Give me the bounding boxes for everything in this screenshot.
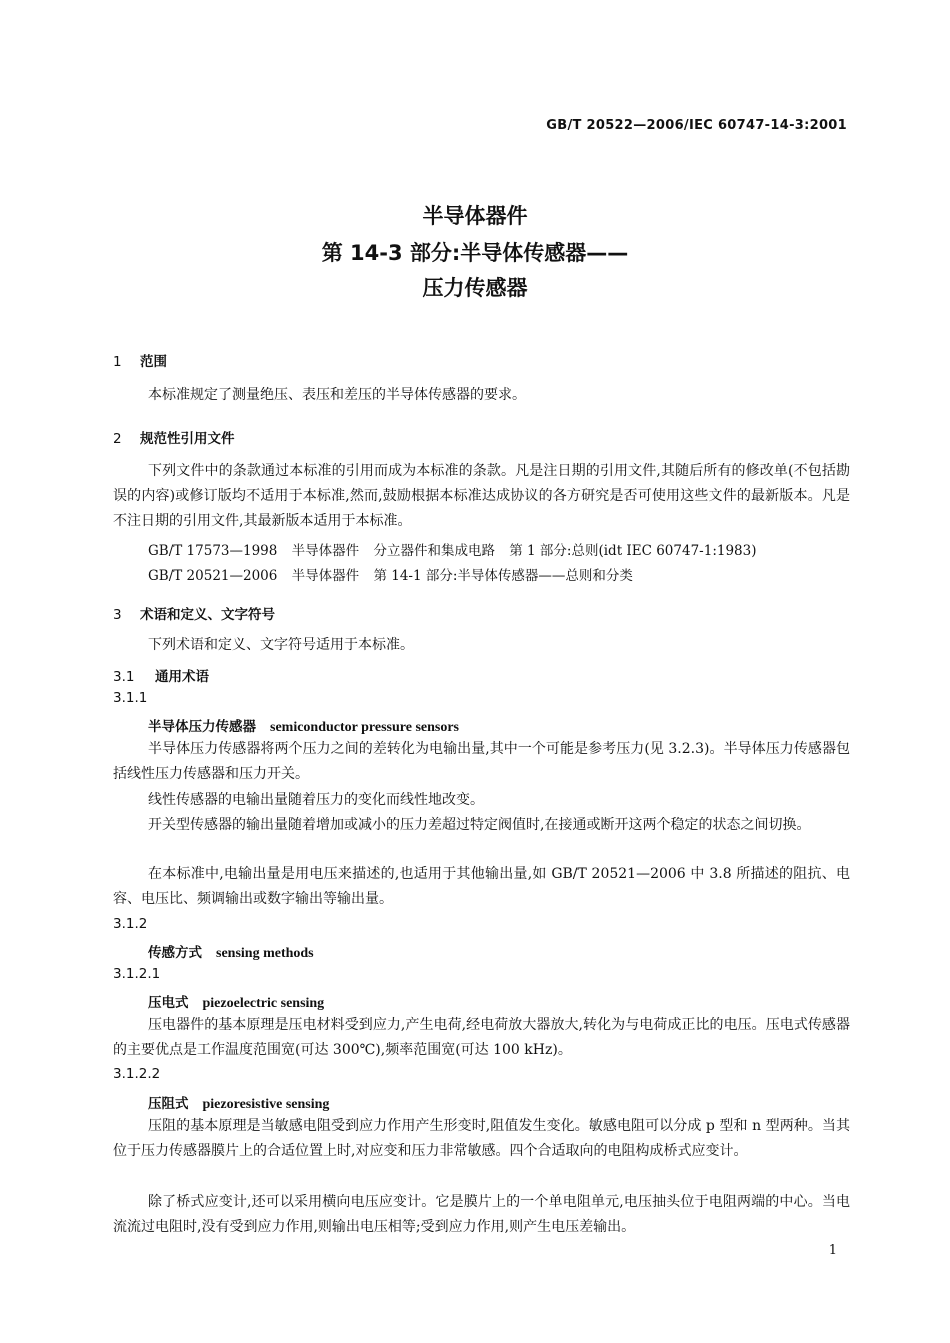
section-1-title: 范围 <box>140 354 167 370</box>
term-zh: 半导体压力传感器 <box>148 719 256 735</box>
term-zh: 压阻式 <box>148 1096 189 1112</box>
term-en: piezoresistive sensing <box>202 1097 330 1112</box>
reference-2-desc: 第 14-1 部分:半导体传感器——总则和分类 <box>373 568 633 584</box>
reference-2-code: GB/T 20521—2006 <box>148 568 278 584</box>
section-3-1-title: 通用术语 <box>155 669 209 685</box>
standard-code: GB/T 20522—2006/IEC 60747-14-3:2001 <box>546 118 847 133</box>
reference-1-part: 第 1 部分:总则(idt IEC 60747-1:1983) <box>509 543 757 559</box>
definition-paragraph-1: 半导体压力传感器将两个压力之间的差转化为电输出量,其中一个可能是参考压力(见 3.2.3)。半导体压力传感器包括线性压力传感器和压力开关。 <box>113 741 850 782</box>
section-3-paragraph: 下列术语和定义、文字符号适用于本标准。 <box>148 637 414 653</box>
term-en: semiconductor pressure sensors <box>270 720 459 735</box>
section-2-paragraph: 下列文件中的条款通过本标准的引用而成为本标准的条款。凡是注日期的引用文件,其随后所有的修改单(不包括勘误的内容)或修订版均不适用于本标准,然而,鼓励根据本标准达成协议的各方研究是否可使用这些文件的最新版本。凡是不注日期的引用文件,其最新版本适用于本标准。 <box>113 463 850 529</box>
section-2-title: 规范性引用文件 <box>140 431 235 447</box>
term-en: piezoelectric sensing <box>202 996 325 1011</box>
title-line-1: 半导体器件 <box>422 204 528 228</box>
term-zh: 压电式 <box>148 995 189 1011</box>
section-3-1-number: 3.1 <box>113 669 135 685</box>
definition-paragraph-3: 开关型传感器的输出量随着增加或减小的压力差超过特定阀值时,在接通或断开这两个稳定的状态之间切换。 <box>148 817 811 833</box>
piezoresistive-paragraph-1: 压阻的基本原理是当敏感电阻受到应力作用产生形变时,阻值发生变化。敏感电阻可以分成 p 型和 n 型两种。当其位于压力传感器膜片上的合适位置上时,对应变和压力非常敏感。四个合适取向的电阻构成桥式应变计。 <box>113 1118 850 1159</box>
section-3-title: 术语和定义、文字符号 <box>140 607 275 623</box>
title-line-2: 第 14-3 部分:半导体传感器—— <box>321 241 629 265</box>
section-2-heading <box>113 427 235 447</box>
section-3-1-heading <box>113 665 209 685</box>
piezoelectric-paragraph: 压电器件的基本原理是压电材料受到应力,产生电荷,经电荷放大器放大,转化为与电荷成正比的电压。压电式传感器的主要优点是工作温度范围宽(可达 300℃),频率范围宽(可达 100 kHz)。 <box>113 1017 850 1058</box>
title-line-3: 压力传感器 <box>422 276 528 300</box>
section-3-1-2-number: 3.1.2 <box>113 916 148 932</box>
term-piezoresistive-sensing <box>148 1092 329 1113</box>
term-sensing-methods <box>148 941 314 962</box>
definition-paragraph-4: 在本标准中,电输出量是用电压来描述的,也适用于其他输出量,如 GB/T 20521—2006 中 3.8 所描述的阻抗、电容、电压比、频调输出或数字输出等输出量。 <box>113 866 850 907</box>
piezoresistive-paragraph-2: 除了桥式应变计,还可以采用横向电压应变计。它是膜片上的一个单电阻单元,电压抽头位于电阻两端的中心。当电流流过电阻时,没有受到应力作用,则输出电压相等;受到应力作用,则产生电压差输出。 <box>113 1194 850 1235</box>
reference-1-desc: 分立器件和集成电路 <box>373 543 495 559</box>
term-semiconductor-pressure-sensors <box>148 715 459 736</box>
section-2-number: 2 <box>113 431 122 447</box>
definition-paragraph-2: 线性传感器的电输出量随着压力的变化而线性地改变。 <box>148 792 484 808</box>
section-3-heading <box>113 603 275 623</box>
reference-1-name: 半导体器件 <box>291 543 360 559</box>
term-piezoelectric-sensing <box>148 991 324 1012</box>
section-1-paragraph: 本标准规定了测量绝压、表压和差压的半导体传感器的要求。 <box>148 387 526 403</box>
term-zh: 传感方式 <box>148 945 202 961</box>
reference-2-name: 半导体器件 <box>291 568 360 584</box>
section-1-heading <box>113 350 167 370</box>
term-en: sensing methods <box>216 946 314 961</box>
page-number: 1 <box>828 1243 837 1258</box>
section-3-1-1-number: 3.1.1 <box>113 690 148 706</box>
reference-1-code: GB/T 17573—1998 <box>148 543 278 559</box>
section-3-1-2-1-number: 3.1.2.1 <box>113 966 161 982</box>
reference-2 <box>148 564 643 584</box>
reference-1 <box>148 539 767 559</box>
section-3-number: 3 <box>113 607 122 623</box>
section-1-number: 1 <box>113 354 122 370</box>
section-3-1-2-2-number: 3.1.2.2 <box>113 1066 161 1082</box>
